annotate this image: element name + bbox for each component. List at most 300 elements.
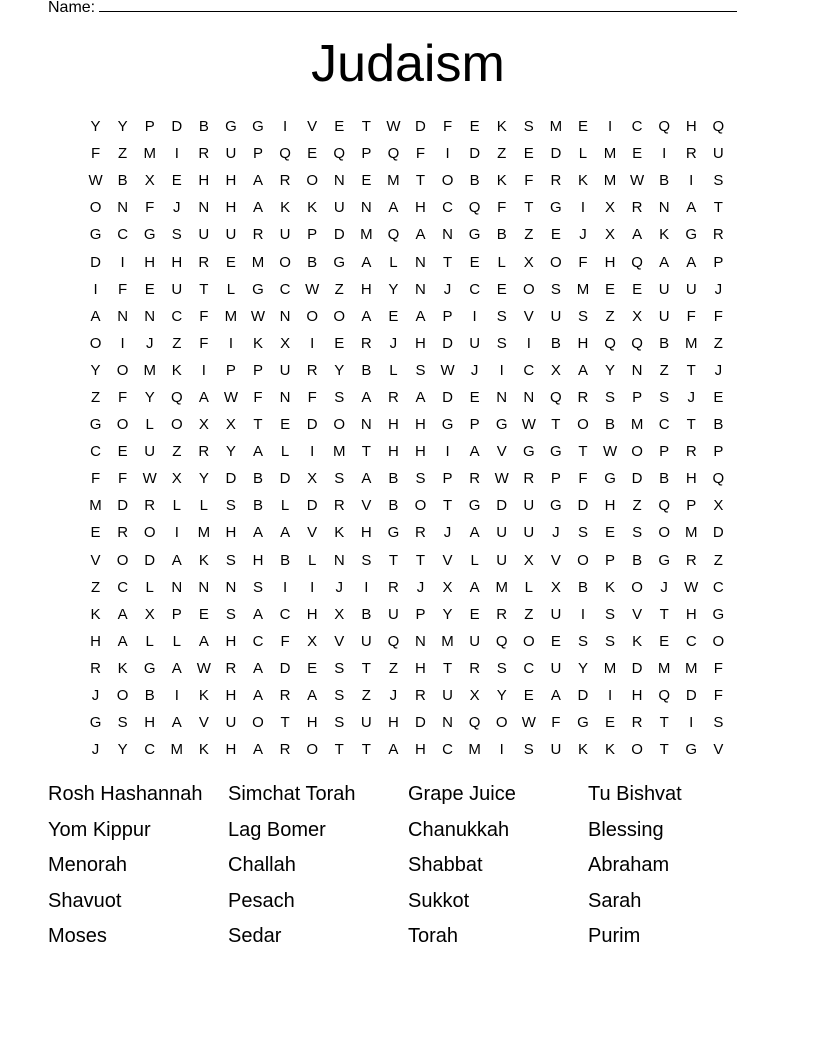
grid-letter[interactable]: S (496, 307, 507, 325)
grid-letter[interactable]: I (499, 741, 504, 759)
grid-letter[interactable]: E (144, 280, 155, 298)
grid-letter[interactable]: A (361, 253, 372, 271)
grid-letter[interactable]: I (580, 199, 586, 217)
grid-letter[interactable]: M (657, 659, 671, 677)
grid-letter[interactable]: G (143, 226, 156, 244)
grid-letter[interactable]: S (523, 741, 534, 759)
grid-letter[interactable]: S (225, 605, 236, 623)
grid-letter[interactable]: A (171, 551, 182, 569)
grid-letter[interactable]: U (658, 280, 670, 298)
grid-letter[interactable]: P (469, 416, 480, 434)
grid-letter[interactable]: O (170, 416, 183, 434)
grid-letter[interactable]: A (90, 307, 101, 325)
grid-letter[interactable]: N (198, 199, 210, 217)
grid-letter[interactable]: A (280, 524, 291, 542)
grid-letter[interactable]: E (90, 524, 101, 542)
grid-letter[interactable]: S (253, 578, 264, 596)
grid-letter[interactable]: K (605, 578, 616, 596)
grid-letter[interactable]: M (576, 280, 590, 298)
grid-letter[interactable]: I (228, 334, 234, 352)
grid-letter[interactable]: H (685, 118, 697, 136)
grid-letter[interactable]: I (364, 578, 369, 596)
grid-letter[interactable]: A (117, 632, 128, 650)
grid-letter[interactable]: T (415, 172, 426, 190)
grid-letter[interactable]: L (172, 632, 181, 650)
grid-letter[interactable]: T (361, 659, 371, 677)
grid-letter[interactable]: N (144, 307, 156, 325)
grid-letter[interactable]: F (199, 334, 209, 352)
grid-letter[interactable]: V (307, 524, 318, 542)
grid-letter[interactable]: X (605, 226, 616, 244)
grid-letter[interactable]: D (306, 497, 318, 515)
grid-letter[interactable]: Q (170, 388, 183, 406)
grid-letter[interactable]: V (632, 605, 643, 623)
grid-letter[interactable]: O (116, 687, 129, 705)
grid-letter[interactable]: O (441, 172, 454, 190)
grid-letter[interactable]: M (143, 145, 156, 163)
grid-letter[interactable]: C (685, 632, 697, 650)
grid-letter[interactable]: F (578, 253, 588, 271)
grid-letter[interactable]: U (360, 632, 372, 650)
grid-letter[interactable]: W (494, 470, 509, 488)
grid-letter[interactable]: O (252, 714, 264, 732)
grid-letter[interactable]: P (713, 253, 724, 271)
grid-letter[interactable]: T (415, 551, 426, 569)
grid-letter[interactable]: O (631, 578, 643, 596)
grid-letter[interactable]: D (577, 497, 589, 515)
grid-letter[interactable]: U (469, 334, 481, 352)
grid-letter[interactable]: B (253, 470, 264, 488)
grid-letter[interactable]: W (440, 361, 455, 379)
grid-letter[interactable]: E (117, 443, 128, 461)
grid-letter[interactable]: S (523, 118, 534, 136)
grid-letter[interactable]: R (144, 497, 156, 515)
grid-letter[interactable]: H (90, 632, 101, 650)
grid-letter[interactable]: M (360, 226, 373, 244)
grid-letter[interactable]: E (632, 145, 643, 163)
grid-letter[interactable]: E (605, 280, 616, 298)
grid-letter[interactable]: H (225, 741, 237, 759)
grid-letter[interactable]: H (306, 714, 318, 732)
grid-letter[interactable]: P (442, 307, 453, 325)
grid-letter[interactable]: L (280, 443, 290, 461)
grid-letter[interactable]: N (360, 199, 372, 217)
grid-letter[interactable]: U (685, 280, 697, 298)
grid-letter[interactable]: X (550, 361, 561, 379)
grid-letter[interactable]: A (253, 741, 264, 759)
grid-letter[interactable]: O (279, 253, 291, 271)
grid-letter[interactable]: G (468, 226, 481, 244)
grid-letter[interactable]: B (361, 361, 372, 379)
grid-letter[interactable]: Q (387, 632, 400, 650)
grid-letter[interactable]: H (225, 687, 237, 705)
grid-letter[interactable]: Z (497, 145, 507, 163)
grid-letter[interactable]: Q (495, 632, 508, 650)
grid-letter[interactable]: M (685, 334, 698, 352)
grid-letter[interactable]: U (333, 199, 345, 217)
grid-letter[interactable]: Y (442, 605, 453, 623)
grid-letter[interactable]: O (631, 443, 643, 461)
grid-letter[interactable]: Q (279, 145, 291, 163)
grid-letter[interactable]: T (280, 714, 290, 732)
grid-letter[interactable]: B (144, 687, 155, 705)
grid-letter[interactable]: C (117, 578, 129, 596)
grid-letter[interactable]: S (117, 714, 128, 732)
grid-letter[interactable]: W (305, 280, 320, 298)
grid-letter[interactable]: H (171, 253, 183, 271)
grid-letter[interactable]: G (685, 226, 698, 244)
grid-letter[interactable]: L (226, 280, 236, 298)
grid-letter[interactable]: T (524, 199, 534, 217)
grid-letter[interactable]: M (549, 118, 563, 136)
grid-letter[interactable]: D (279, 470, 291, 488)
grid-letter[interactable]: D (631, 470, 643, 488)
grid-letter[interactable]: T (442, 659, 453, 677)
grid-letter[interactable]: A (469, 578, 480, 596)
grid-letter[interactable]: A (388, 199, 399, 217)
grid-letter[interactable]: W (223, 388, 239, 406)
grid-letter[interactable]: Y (90, 118, 101, 136)
grid-letter[interactable]: N (360, 416, 372, 434)
grid-letter[interactable]: L (199, 497, 209, 515)
grid-letter[interactable]: K (632, 632, 643, 650)
grid-letter[interactable]: P (605, 551, 616, 569)
grid-letter[interactable]: R (523, 470, 535, 488)
grid-letter[interactable]: Q (468, 714, 481, 732)
grid-letter[interactable]: R (117, 524, 129, 542)
grid-letter[interactable]: O (306, 172, 318, 190)
grid-letter[interactable]: R (279, 687, 291, 705)
grid-letter[interactable]: H (415, 199, 426, 217)
grid-letter[interactable]: E (550, 226, 561, 244)
grid-letter[interactable]: A (253, 605, 264, 623)
grid-letter[interactable]: S (550, 280, 561, 298)
grid-letter[interactable]: P (253, 145, 264, 163)
grid-letter[interactable]: H (252, 551, 264, 569)
grid-letter[interactable]: M (685, 659, 698, 677)
grid-letter[interactable]: X (144, 605, 155, 623)
grid-letter[interactable]: N (117, 199, 129, 217)
grid-letter[interactable]: F (307, 388, 317, 406)
grid-letter[interactable]: U (225, 714, 237, 732)
grid-letter[interactable]: M (603, 172, 617, 190)
grid-letter[interactable]: J (470, 361, 479, 379)
grid-letter[interactable]: B (713, 416, 724, 434)
grid-letter[interactable]: U (658, 307, 670, 325)
grid-letter[interactable]: A (659, 253, 670, 271)
grid-letter[interactable]: T (334, 741, 344, 759)
grid-letter[interactable]: E (523, 145, 534, 163)
grid-letter[interactable]: C (252, 632, 264, 650)
grid-letter[interactable]: I (174, 524, 179, 542)
grid-letter[interactable]: V (198, 714, 209, 732)
grid-letter[interactable]: T (659, 741, 669, 759)
grid-letter[interactable]: B (659, 470, 670, 488)
grid-letter[interactable]: I (689, 714, 694, 732)
grid-letter[interactable]: T (442, 253, 453, 271)
grid-letter[interactable]: S (415, 470, 426, 488)
grid-letter[interactable]: K (334, 524, 345, 542)
grid-letter[interactable]: J (389, 334, 398, 352)
grid-letter[interactable]: C (144, 741, 156, 759)
grid-letter[interactable]: E (280, 416, 291, 434)
grid-letter[interactable]: Z (524, 605, 534, 623)
grid-letter[interactable]: H (604, 497, 616, 515)
grid-letter[interactable]: K (253, 334, 264, 352)
grid-letter[interactable]: S (605, 388, 616, 406)
grid-letter[interactable]: I (310, 443, 315, 461)
grid-letter[interactable]: D (631, 659, 643, 677)
grid-letter[interactable]: H (415, 741, 426, 759)
grid-letter[interactable]: Y (198, 470, 209, 488)
grid-letter[interactable]: I (607, 118, 613, 136)
grid-letter[interactable]: T (253, 416, 263, 434)
grid-letter[interactable]: Q (658, 687, 671, 705)
grid-letter[interactable]: M (89, 497, 102, 515)
grid-letter[interactable]: H (225, 172, 237, 190)
grid-letter[interactable]: Z (713, 334, 723, 352)
grid-letter[interactable]: J (335, 578, 343, 596)
grid-letter[interactable]: F (199, 307, 209, 325)
grid-letter[interactable]: O (306, 741, 318, 759)
grid-letter[interactable]: I (472, 307, 477, 325)
grid-letter[interactable]: T (388, 551, 398, 569)
grid-letter[interactable]: L (470, 551, 479, 569)
grid-letter[interactable]: Q (631, 334, 643, 352)
grid-letter[interactable]: J (443, 524, 452, 542)
grid-letter[interactable]: I (174, 145, 179, 163)
grid-letter[interactable]: A (198, 388, 209, 406)
grid-letter[interactable]: F (415, 145, 426, 163)
grid-letter[interactable]: J (416, 578, 425, 596)
grid-letter[interactable]: S (334, 659, 345, 677)
grid-letter[interactable]: G (143, 659, 156, 677)
grid-letter[interactable]: H (225, 632, 237, 650)
grid-letter[interactable]: F (524, 172, 534, 190)
grid-letter[interactable]: D (442, 334, 453, 352)
grid-letter[interactable]: F (713, 687, 723, 705)
grid-letter[interactable]: D (685, 687, 697, 705)
grid-letter[interactable]: M (224, 307, 238, 325)
grid-letter[interactable]: O (333, 416, 346, 434)
grid-letter[interactable]: G (468, 497, 481, 515)
grid-letter[interactable]: A (415, 226, 426, 244)
grid-letter[interactable]: L (280, 497, 290, 515)
grid-letter[interactable]: B (659, 172, 670, 190)
grid-letter[interactable]: D (442, 388, 453, 406)
grid-letter[interactable]: G (577, 714, 589, 732)
grid-letter[interactable]: L (497, 253, 506, 271)
grid-letter[interactable]: T (659, 714, 669, 732)
grid-letter[interactable]: R (415, 687, 426, 705)
grid-letter[interactable]: F (442, 118, 453, 136)
grid-letter[interactable]: W (250, 307, 266, 325)
grid-letter[interactable]: E (577, 118, 588, 136)
grid-letter[interactable]: L (524, 578, 533, 596)
grid-letter[interactable]: F (118, 470, 128, 488)
grid-letter[interactable]: A (361, 307, 372, 325)
grid-letter[interactable]: M (197, 524, 211, 542)
grid-letter[interactable]: U (442, 687, 453, 705)
grid-letter[interactable]: S (605, 605, 616, 623)
grid-letter[interactable]: G (89, 226, 102, 244)
grid-letter[interactable]: A (469, 524, 480, 542)
grid-letter[interactable]: U (550, 605, 562, 623)
grid-letter[interactable]: T (686, 416, 696, 434)
grid-letter[interactable]: D (577, 687, 589, 705)
grid-letter[interactable]: N (279, 388, 291, 406)
grid-letter[interactable]: V (550, 551, 561, 569)
grid-letter[interactable]: Q (604, 334, 616, 352)
grid-letter[interactable]: U (387, 605, 399, 623)
grid-letter[interactable]: D (415, 714, 426, 732)
grid-letter[interactable]: H (604, 253, 616, 271)
grid-letter[interactable]: U (279, 361, 291, 379)
grid-letter[interactable]: C (523, 659, 535, 677)
grid-letter[interactable]: U (550, 659, 562, 677)
grid-letter[interactable]: F (90, 470, 101, 488)
grid-letter[interactable]: A (253, 443, 264, 461)
grid-letter[interactable]: A (171, 659, 182, 677)
grid-letter[interactable]: D (90, 253, 101, 271)
grid-letter[interactable]: O (658, 524, 671, 542)
grid-letter[interactable]: Q (658, 497, 671, 515)
grid-letter[interactable]: F (578, 470, 588, 488)
grid-letter[interactable]: O (116, 551, 129, 569)
grid-letter[interactable]: M (170, 741, 184, 759)
grid-letter[interactable]: U (523, 524, 535, 542)
grid-letter[interactable]: A (415, 388, 426, 406)
grid-letter[interactable]: V (496, 443, 507, 461)
grid-letter[interactable]: S (605, 632, 616, 650)
grid-letter[interactable]: D (469, 145, 481, 163)
grid-letter[interactable]: P (659, 443, 670, 461)
grid-letter[interactable]: N (117, 307, 129, 325)
grid-letter[interactable]: G (441, 416, 454, 434)
grid-letter[interactable]: S (415, 361, 426, 379)
grid-letter[interactable]: Q (658, 118, 671, 136)
grid-letter[interactable]: N (496, 388, 508, 406)
grid-letter[interactable]: P (415, 605, 426, 623)
grid-letter[interactable]: I (445, 443, 450, 461)
grid-letter[interactable]: B (253, 497, 264, 515)
grid-letter[interactable]: L (389, 361, 398, 379)
grid-letter[interactable]: U (496, 524, 508, 542)
grid-letter[interactable]: I (607, 687, 613, 705)
grid-letter[interactable]: O (89, 334, 102, 352)
grid-letter[interactable]: N (523, 388, 535, 406)
grid-letter[interactable]: R (685, 145, 697, 163)
grid-letter[interactable]: G (550, 497, 562, 515)
grid-letter[interactable]: U (550, 307, 562, 325)
grid-letter[interactable]: C (523, 361, 535, 379)
grid-letter[interactable]: D (171, 118, 183, 136)
grid-letter[interactable]: Y (496, 687, 507, 705)
grid-letter[interactable]: P (171, 605, 182, 623)
grid-letter[interactable]: Z (172, 334, 182, 352)
grid-letter[interactable]: I (120, 253, 125, 271)
grid-letter[interactable]: Q (550, 388, 562, 406)
grid-letter[interactable]: V (334, 632, 345, 650)
grid-letter[interactable]: E (632, 280, 643, 298)
grid-letter[interactable]: G (89, 714, 102, 732)
grid-letter[interactable]: Q (712, 470, 725, 488)
grid-letter[interactable]: K (577, 172, 588, 190)
grid-letter[interactable]: P (550, 470, 561, 488)
grid-letter[interactable]: U (469, 632, 481, 650)
grid-letter[interactable]: X (334, 605, 345, 623)
grid-letter[interactable]: F (551, 714, 561, 732)
grid-letter[interactable]: Z (172, 443, 182, 461)
grid-letter[interactable]: A (577, 361, 588, 379)
grid-letter[interactable]: E (469, 253, 480, 271)
grid-letter[interactable]: M (685, 524, 698, 542)
grid-letter[interactable]: J (145, 334, 154, 352)
grid-letter[interactable]: H (415, 416, 426, 434)
grid-letter[interactable]: Y (605, 361, 616, 379)
grid-letter[interactable]: S (713, 172, 724, 190)
grid-letter[interactable]: D (496, 497, 508, 515)
grid-letter[interactable]: N (171, 578, 183, 596)
grid-letter[interactable]: V (523, 307, 534, 325)
grid-letter[interactable]: K (90, 605, 101, 623)
grid-letter[interactable]: O (577, 416, 589, 434)
grid-letter[interactable]: G (604, 470, 616, 488)
grid-letter[interactable]: H (415, 334, 426, 352)
grid-letter[interactable]: N (333, 551, 345, 569)
grid-letter[interactable]: O (89, 199, 102, 217)
grid-letter[interactable]: B (388, 470, 399, 488)
grid-letter[interactable]: I (499, 361, 504, 379)
grid-letter[interactable]: I (526, 334, 531, 352)
grid-letter[interactable]: Y (90, 361, 101, 379)
grid-letter[interactable]: A (550, 687, 561, 705)
grid-letter[interactable]: I (93, 280, 98, 298)
grid-letter[interactable]: U (225, 226, 237, 244)
grid-letter[interactable]: Q (631, 253, 643, 271)
grid-letter[interactable]: X (307, 470, 318, 488)
grid-letter[interactable]: W (196, 659, 211, 677)
grid-letter[interactable]: U (198, 226, 210, 244)
grid-letter[interactable]: O (550, 253, 562, 271)
grid-letter[interactable]: F (118, 388, 128, 406)
grid-letter[interactable]: U (360, 714, 372, 732)
grid-letter[interactable]: K (496, 172, 507, 190)
grid-letter[interactable]: G (252, 118, 264, 136)
grid-letter[interactable]: C (631, 118, 643, 136)
grid-letter[interactable]: H (198, 172, 210, 190)
grid-letter[interactable]: O (116, 361, 129, 379)
grid-letter[interactable]: V (361, 497, 372, 515)
grid-letter[interactable]: I (283, 118, 288, 136)
grid-letter[interactable]: J (91, 687, 100, 705)
grid-letter[interactable]: R (225, 659, 237, 677)
grid-letter[interactable]: H (225, 524, 237, 542)
grid-letter[interactable]: Q (712, 118, 725, 136)
grid-letter[interactable]: P (225, 361, 236, 379)
grid-letter[interactable]: R (469, 470, 481, 488)
grid-letter[interactable]: K (577, 741, 588, 759)
grid-letter[interactable]: B (496, 226, 507, 244)
grid-letter[interactable]: Z (90, 388, 101, 406)
grid-letter[interactable]: J (552, 524, 560, 542)
grid-letter[interactable]: E (361, 172, 372, 190)
grid-letter[interactable]: X (523, 551, 534, 569)
grid-letter[interactable]: Y (577, 659, 588, 677)
grid-letter[interactable]: X (442, 578, 453, 596)
grid-letter[interactable]: V (442, 551, 453, 569)
grid-letter[interactable]: M (251, 253, 265, 271)
